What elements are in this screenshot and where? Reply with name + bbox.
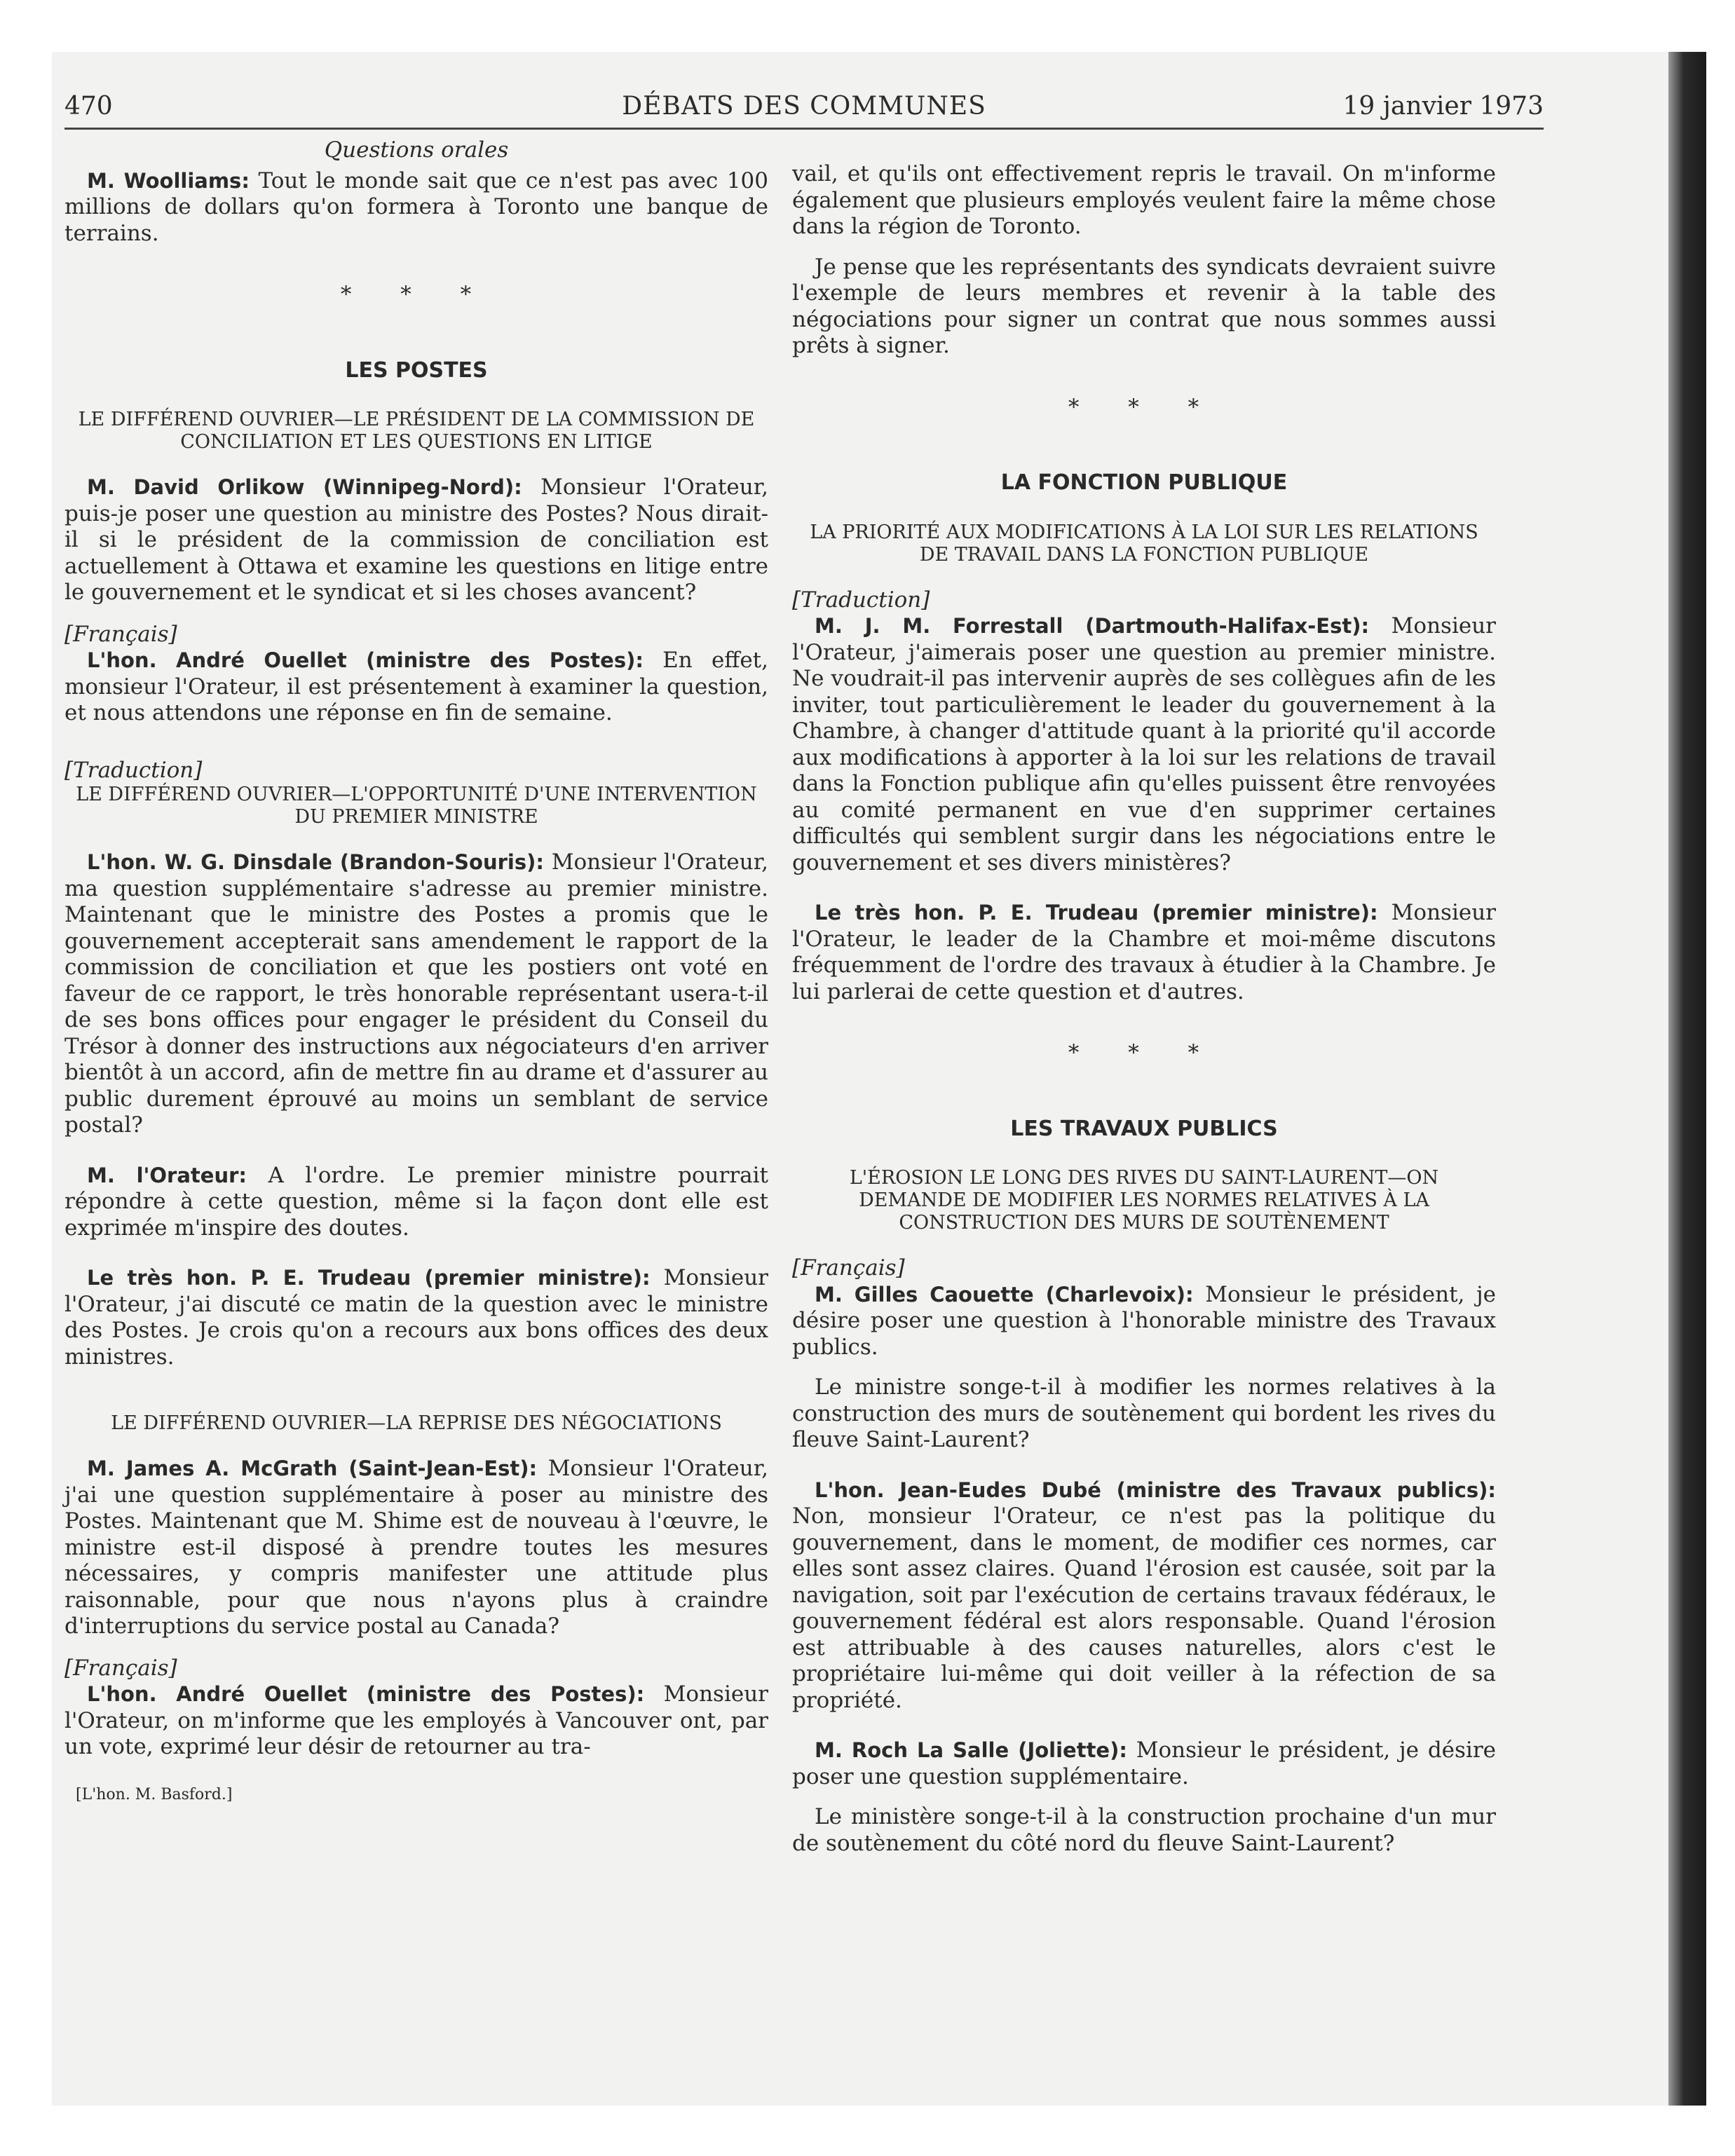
subheading: LE DIFFÉREND OUVRIER—LA REPRISE DES NÉGOCIATIONS bbox=[111, 1412, 722, 1434]
page-date: 19 janvier 1973 bbox=[1342, 92, 1544, 121]
speech: Tout le monde sait que ce n'est pas avec 100 millions de dollars qu'on formera à Toronto une banque de terrains. bbox=[64, 168, 768, 246]
language-note: [Traduction] bbox=[792, 587, 930, 613]
paragraph bbox=[64, 1681, 768, 1761]
speaker: L'hon. André Ouellet (ministre des Postes): bbox=[87, 648, 644, 672]
paragraph bbox=[792, 1738, 1496, 1790]
paragraph bbox=[792, 1478, 1496, 1714]
speaker: M. Gilles Caouette (Charlevoix): bbox=[815, 1282, 1194, 1306]
speaker: L'hon. André Ouellet (ministre des Postes): bbox=[87, 1682, 645, 1706]
separator-stars: * * * bbox=[1068, 1040, 1220, 1065]
language-note: [Français] bbox=[64, 621, 177, 647]
speech: A l'ordre. Le premier ministre pourrait répondre à cette question, même si la façon dont elle est exprimée m'inspire des doutes. bbox=[64, 1162, 768, 1241]
left-column bbox=[64, 137, 768, 1808]
speaker: Le très hon. P. E. Trudeau (premier ministre): bbox=[815, 901, 1378, 925]
language-note: [Français] bbox=[64, 1655, 177, 1681]
paragraph bbox=[64, 1456, 768, 1640]
speech: En effet, monsieur l'Orateur, il est présentement à examiner la question, et nous attendons une réponse en fin de semaine. bbox=[64, 648, 768, 725]
paragraph bbox=[64, 475, 768, 606]
section-heading: LA FONCTION PUBLIQUE bbox=[1000, 470, 1288, 495]
speech: Monsieur l'Orateur, le leader de la Chambre et moi-même discutons fréquemment de l'ordre des travaux à étudier à la Chambre. Je lui parlerai de cette question et d'autres. bbox=[792, 900, 1496, 1004]
language-note: [Traduction] bbox=[64, 757, 203, 783]
scan-shadow-edge bbox=[1668, 52, 1706, 2106]
paragraph bbox=[792, 900, 1496, 1005]
speech: Monsieur l'Orateur, puis-je poser une question au ministre des Postes? Nous dirait-il si le président de la commission de conciliation est actuellement à Ottawa et examine les questions en litige entre le gouvernement et le syndicat et si les choses avancent? bbox=[64, 475, 768, 605]
speaker: L'hon. Jean-Eudes Dubé (ministre des Travaux publics): bbox=[815, 1478, 1496, 1502]
speaker: M. Woolliams: bbox=[87, 168, 250, 193]
speaker: M. David Orlikow (Winnipeg-Nord): bbox=[87, 475, 522, 499]
subheading: LE DIFFÉREND OUVRIER—L'OPPORTUNITÉ D'UNE INTERVENTION DU PREMIER MINISTRE bbox=[76, 784, 757, 828]
speaker: M. Roch La Salle (Joliette): bbox=[815, 1738, 1127, 1762]
section-heading: LES POSTES bbox=[345, 357, 488, 383]
right-column bbox=[792, 161, 1496, 1871]
paragraph bbox=[64, 1163, 768, 1242]
speaker: L'hon. W. G. Dinsdale (Brandon-Souris): bbox=[87, 850, 544, 874]
speech: Monsieur le président, je désire poser une question supplémentaire. bbox=[792, 1738, 1496, 1789]
speech: Monsieur le président, je désire poser une question à l'honorable ministre des Travaux publics. bbox=[792, 1281, 1497, 1360]
paragraph: Le ministère songe-t-il à la construction prochaine d'un mur de soutènement du côté nord du fleuve Saint-Laurent? bbox=[792, 1804, 1496, 1856]
running-heading: Questions orales bbox=[324, 137, 509, 163]
footer-attribution: [L'hon. M. Basford.] bbox=[76, 1785, 233, 1803]
section-heading: LES TRAVAUX PUBLICS bbox=[1010, 1116, 1278, 1141]
paragraph: Je pense que les représentants des syndicats devraient suivre l'exemple de leurs membres et revenir à la table des négociations pour signer un contrat que nous sommes aussi prêts à signer. bbox=[792, 254, 1496, 358]
paragraph bbox=[792, 1282, 1496, 1361]
speaker: M. l'Orateur: bbox=[87, 1163, 247, 1187]
subheading: L'ÉROSION LE LONG DES RIVES DU SAINT-LAURENT—ON DEMANDE DE MODIFIER LES NORMES RELATIVES À LA CONSTRUCTION DES MURS DE SOUTÈNEMENT bbox=[849, 1167, 1439, 1234]
subheading: LA PRIORITÉ AUX MODIFICATIONS À LA LOI SUR LES RELATIONS DE TRAVAIL DANS LA FONCTION PUBLIQUE bbox=[810, 521, 1478, 566]
paragraph bbox=[64, 168, 768, 247]
speech: Monsieur l'Orateur, ma question supplémentaire s'adresse au premier ministre. Maintenant que le ministre des Postes a promis que le gouvernement accepterait sans amendement le rapport de la commission de conciliation et que les postiers ont voté en faveur de ce rapport, le très honorable représentant usera-t-il de ses bons offices pour engager le président du Conseil du Trésor à donner des instructions aux négociateurs d'en arriver bientôt à un accord, afin de mettre fin au drame et d'assurer au public durement éprouvé au moins un semblant de service postal? bbox=[64, 850, 768, 1138]
speech: Monsieur l'Orateur, j'aimerais poser une question au premier ministre. Ne voudrait-il pas intervenir auprès de ses collègues afin de les inviter, tout particulièrement le leader du gouvernement à la Chambre, à changer d'attitude quant à la priorité qu'il accorde aux modifications à apporter à la loi sur les relations de travail dans la Fonction publique afin qu'elles puissent être renvoyées au comité permanent en vue d'en supprimer certaines difficultés qui semblent surgir dans les négociations entre le gouvernement et ses divers ministères? bbox=[792, 613, 1496, 875]
speech: Monsieur l'Orateur, j'ai discuté ce matin de la question avec le ministre des Postes. Je crois qu'on a recours aux bons offices des deux ministres. bbox=[64, 1265, 768, 1370]
paragraph: vail, et qu'ils ont effectivement repris le travail. On m'informe également que plusieurs employés veulent faire la même chose dans la région de Toronto. bbox=[792, 161, 1496, 239]
page-number: 470 bbox=[64, 92, 113, 121]
speaker: Le très hon. P. E. Trudeau (premier ministre): bbox=[87, 1266, 651, 1290]
speaker: M. James A. McGrath (Saint-Jean-Est): bbox=[87, 1456, 538, 1480]
paragraph bbox=[64, 1265, 768, 1370]
speech: Monsieur l'Orateur, on m'informe que les employés à Vancouver ont, par un vote, exprimé leur désir de retourner au tra- bbox=[64, 1681, 768, 1759]
speaker: M. J. M. Forrestall (Dartmouth-Halifax-Est): bbox=[815, 614, 1370, 638]
separator-stars: * * * bbox=[340, 282, 493, 307]
page-header bbox=[64, 88, 1544, 130]
page-title: DÉBATS DES COMMUNES bbox=[622, 92, 986, 121]
speech: Non, monsieur l'Orateur, ce n'est pas la politique du gouvernement, dans le moment, de modifier ces normes, car elles sont assez claires. Quand l'érosion est causée, soit par la navigation, soit par l'exécution de certains travaux fédéraux, le gouvernement fédéral est alors responsable. Quand l'érosion est attribuable à des causes naturelles, alors c'est le propriétaire lui-même qui doit veiller à la réfection de sa propriété. bbox=[792, 1503, 1496, 1713]
paragraph bbox=[64, 648, 768, 727]
speech: Monsieur l'Orateur, j'ai une question supplémentaire à poser au ministre des Postes. Maintenant que M. Shime est de nouveau à l'œuvre, le ministre est-il disposé à prendre toutes les mesures nécessaires, y compris manifester une attitude plus raisonnable, pour que nous n'ayons plus à craindre d'interruptions du service postal au Canada? bbox=[64, 1456, 768, 1639]
language-note: [Français] bbox=[792, 1255, 905, 1281]
paragraph bbox=[64, 850, 768, 1139]
paragraph bbox=[792, 613, 1496, 876]
paragraph: Le ministre songe-t-il à modifier les normes relatives à la construction des murs de soutènement qui bordent les rives du fleuve Saint-Laurent? bbox=[792, 1374, 1496, 1452]
separator-stars: * * * bbox=[1068, 394, 1220, 420]
subheading: LE DIFFÉREND OUVRIER—LE PRÉSIDENT DE LA COMMISSION DE CONCILIATION ET LES QUESTIONS EN LITIGE bbox=[78, 409, 755, 453]
